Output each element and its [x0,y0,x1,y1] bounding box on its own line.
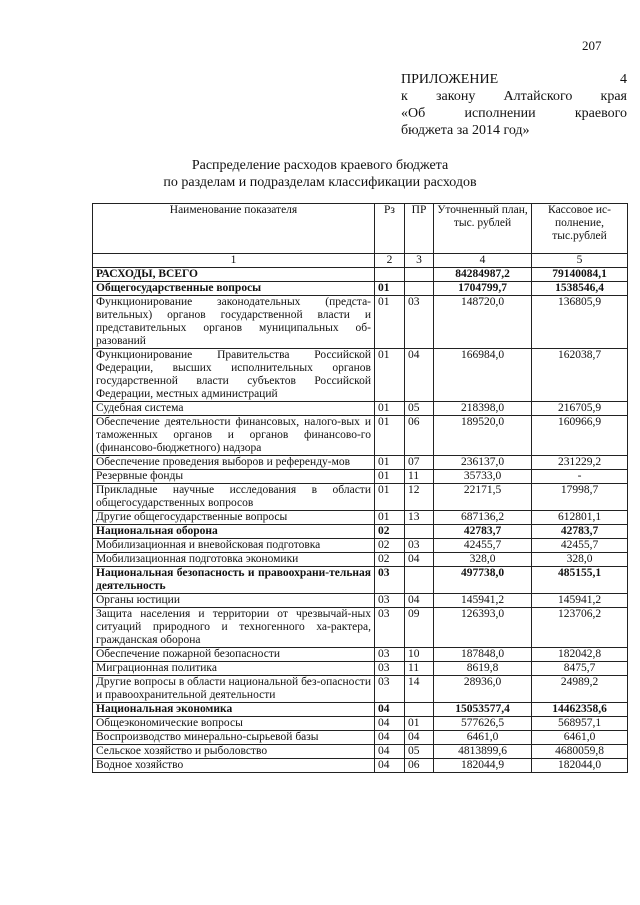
row-name: Защита населения и территории от чрезвычай-ных ситуаций природного и техногенного ха-рактера, гражданская оборона [93,608,375,648]
row-pr [405,268,434,282]
table-row [93,402,628,416]
row-pr: 05 [405,745,434,759]
row-pr: 11 [405,470,434,484]
row-exec: 8475,7 [532,662,628,676]
row-rz: 03 [375,676,405,703]
table-row [93,539,628,553]
table-title-line-2: по разделам и подразделам классификации расходов [163,175,477,190]
row-rz: 02 [375,525,405,539]
row-exec: 612801,1 [532,511,628,525]
table-row [93,594,628,608]
row-name: Национальная безопасность и правоохрани-тельная деятельность [93,567,375,594]
row-pr: 04 [405,731,434,745]
row-name: Воспроизводство минерально-сырьевой базы [93,731,375,745]
row-exec: 160966,9 [532,416,628,456]
row-rz: 01 [375,282,405,296]
row-plan: 328,0 [434,553,532,567]
row-rz: 03 [375,594,405,608]
row-plan: 218398,0 [434,402,532,416]
index-cell: 3 [405,254,434,268]
row-name: Функционирование Правительства Российской Федерации, высших исполнительных органов государственной власти субъектов Российской Федерации, местных администраций [93,349,375,402]
row-name: Общегосударственные вопросы [93,282,375,296]
row-pr: 06 [405,759,434,773]
row-exec: 231229,2 [532,456,628,470]
row-plan: 577626,5 [434,717,532,731]
table-row [93,717,628,731]
row-exec: 568957,1 [532,717,628,731]
row-plan: 6461,0 [434,731,532,745]
row-plan: 145941,2 [434,594,532,608]
row-pr [405,567,434,594]
row-plan: 84284987,2 [434,268,532,282]
table-row [93,470,628,484]
table-row [93,553,628,567]
row-plan: 166984,0 [434,349,532,402]
row-name: Судебная система [93,402,375,416]
row-name: Национальная экономика [93,703,375,717]
row-pr: 01 [405,717,434,731]
row-rz: 01 [375,296,405,349]
row-exec: 79140084,1 [532,268,628,282]
row-pr: 03 [405,539,434,553]
row-name: Обеспечение пожарной безопасности [93,648,375,662]
row-rz: 02 [375,553,405,567]
table-title-line-1: Распределение расходов краевого бюджета [191,158,449,173]
row-plan: 236137,0 [434,456,532,470]
appendix-line-2: «Об исполнении краевого [401,106,627,121]
table-title [0,157,640,191]
table-row [93,525,628,539]
header-row [93,204,628,254]
row-plan: 22171,5 [434,484,532,511]
table-row [93,662,628,676]
row-rz: 03 [375,662,405,676]
row-plan: 15053577,4 [434,703,532,717]
header-exec: Кассовое ис-полнение, тыс.рублей [532,204,628,254]
row-exec: 24989,2 [532,676,628,703]
row-rz: 04 [375,745,405,759]
row-pr [405,703,434,717]
row-pr: 11 [405,662,434,676]
row-pr [405,282,434,296]
row-name: Функционирование законодательных (предста-вительных) органов государственной власти и представительных органов муниципальных об-разований [93,296,375,349]
row-rz: 02 [375,539,405,553]
row-exec: 182042,8 [532,648,628,662]
row-pr: 03 [405,296,434,349]
row-plan: 148720,0 [434,296,532,349]
table-row [93,745,628,759]
table-row [93,511,628,525]
row-exec: 6461,0 [532,731,628,745]
row-plan: 4813899,6 [434,745,532,759]
table-row [93,759,628,773]
row-exec: 216705,9 [532,402,628,416]
table-row [93,676,628,703]
row-plan: 42783,7 [434,525,532,539]
row-plan: 1704799,7 [434,282,532,296]
row-pr: 10 [405,648,434,662]
row-plan: 126393,0 [434,608,532,648]
row-rz: 04 [375,759,405,773]
appendix-line-3: бюджета за 2014 год» [401,123,530,138]
row-exec: 136805,9 [532,296,628,349]
index-cell: 1 [93,254,375,268]
row-pr: 07 [405,456,434,470]
row-exec: 14462358,6 [532,703,628,717]
row-exec: 182044,0 [532,759,628,773]
row-pr: 04 [405,349,434,402]
expenditure-table [92,203,628,773]
row-pr [405,525,434,539]
row-exec: 42455,7 [532,539,628,553]
row-plan: 35733,0 [434,470,532,484]
row-plan: 28936,0 [434,676,532,703]
row-exec: 328,0 [532,553,628,567]
row-pr: 14 [405,676,434,703]
appendix-title: ПРИЛОЖЕНИЕ 4 [401,72,627,87]
row-name: Сельское хозяйство и рыболовство [93,745,375,759]
row-name: Миграционная политика [93,662,375,676]
table-row [93,567,628,594]
header-plan: Уточненный план, тыс. рублей [434,204,532,254]
row-exec: 485155,1 [532,567,628,594]
index-cell: 5 [532,254,628,268]
index-row [93,254,628,268]
row-name: Национальная оборона [93,525,375,539]
row-rz: 04 [375,731,405,745]
row-name: Мобилизационная подготовка экономики [93,553,375,567]
table-row [93,349,628,402]
row-plan: 687136,2 [434,511,532,525]
row-name: Общеэкономические вопросы [93,717,375,731]
row-name: Прикладные научные исследования в области общегосударственных вопросов [93,484,375,511]
table-row [93,484,628,511]
row-rz: 01 [375,511,405,525]
row-name: Мобилизационная и вневойсковая подготовка [93,539,375,553]
table-row [93,648,628,662]
index-cell: 2 [375,254,405,268]
row-name: Резервные фонды [93,470,375,484]
row-rz: 01 [375,456,405,470]
row-rz: 01 [375,349,405,402]
row-rz: 01 [375,484,405,511]
row-pr: 09 [405,608,434,648]
table-row [93,731,628,745]
index-cell: 4 [434,254,532,268]
row-name: Обеспечение деятельности финансовых, налого-вых и таможенных органов и органов финансово-го (финансово-бюджетного) надзора [93,416,375,456]
row-plan: 42455,7 [434,539,532,553]
row-plan: 182044,9 [434,759,532,773]
table-row [93,296,628,349]
row-pr: 12 [405,484,434,511]
header-pr: ПР [405,204,434,254]
row-exec: 17998,7 [532,484,628,511]
row-plan: 189520,0 [434,416,532,456]
row-pr: 06 [405,416,434,456]
table-row [93,608,628,648]
row-rz: 04 [375,717,405,731]
row-exec: 145941,2 [532,594,628,608]
appendix-block [401,71,627,139]
table-row [93,416,628,456]
page-number: 207 [582,38,602,53]
table-row [93,268,628,282]
table-row [93,703,628,717]
row-name: Водное хозяйство [93,759,375,773]
row-rz: 01 [375,416,405,456]
header-rz: Рз [375,204,405,254]
header-name: Наименование показателя [93,204,375,254]
row-name: РАСХОДЫ, ВСЕГО [93,268,375,282]
row-rz: 04 [375,703,405,717]
row-exec: 162038,7 [532,349,628,402]
row-pr: 13 [405,511,434,525]
row-exec: 1538546,4 [532,282,628,296]
row-rz: 01 [375,402,405,416]
row-pr: 05 [405,402,434,416]
table-row [93,282,628,296]
row-plan: 497738,0 [434,567,532,594]
appendix-line-1: к закону Алтайского края [401,89,627,104]
row-rz: 03 [375,567,405,594]
row-pr: 04 [405,594,434,608]
row-name: Другие вопросы в области национальной без-опасности и правоохранительной деятельности [93,676,375,703]
row-rz [375,268,405,282]
table-row [93,456,628,470]
row-name: Органы юстиции [93,594,375,608]
row-name: Обеспечение проведения выборов и референду-мов [93,456,375,470]
row-rz: 03 [375,608,405,648]
row-name: Другие общегосударственные вопросы [93,511,375,525]
row-pr: 04 [405,553,434,567]
row-exec: 123706,2 [532,608,628,648]
row-exec: 4680059,8 [532,745,628,759]
row-rz: 01 [375,470,405,484]
row-exec: 42783,7 [532,525,628,539]
row-plan: 8619,8 [434,662,532,676]
row-exec: - [532,470,628,484]
row-plan: 187848,0 [434,648,532,662]
row-rz: 03 [375,648,405,662]
